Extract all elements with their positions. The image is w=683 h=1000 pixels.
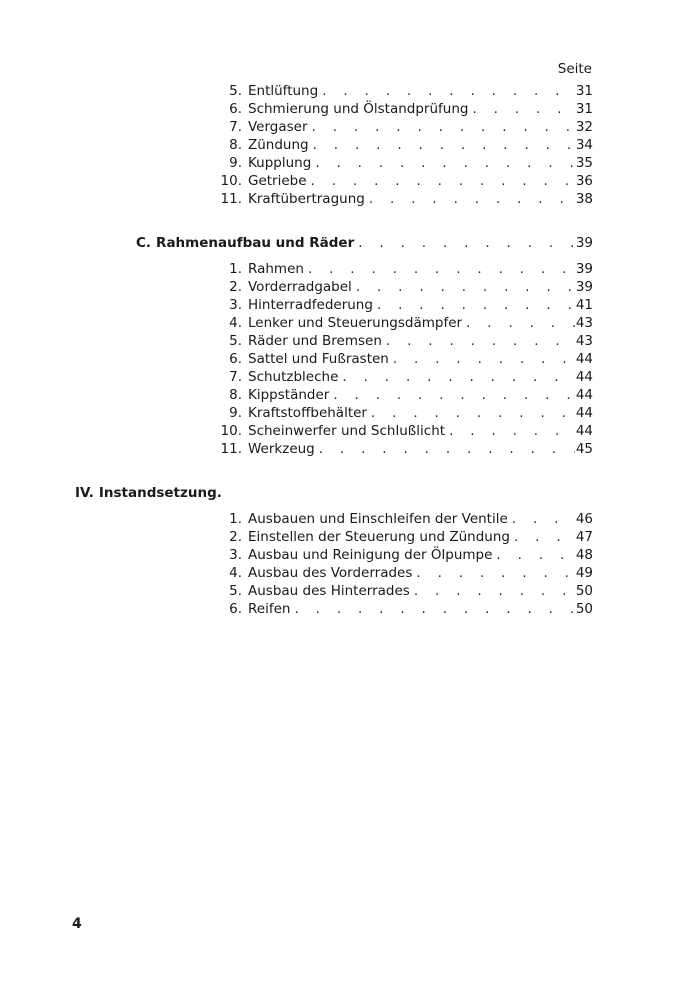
dot-leader <box>309 136 575 154</box>
entry-title: Einstellen der Steuerung und Zündung <box>248 529 510 545</box>
toc-entry[interactable] <box>214 82 593 100</box>
toc-entry[interactable] <box>214 564 593 582</box>
entry-title: Kippständer <box>248 387 330 403</box>
dot-leader <box>307 172 575 190</box>
section-page: 39 <box>575 235 593 251</box>
entry-page: 34 <box>575 137 593 153</box>
dot-leader <box>338 368 575 386</box>
entry-title: Zündung <box>248 137 309 153</box>
dot-leader <box>410 582 575 600</box>
entry-page: 38 <box>575 191 593 207</box>
toc-entry[interactable] <box>214 118 593 136</box>
entry-title: Schmierung und Ölstandprüfung <box>248 101 469 117</box>
dot-leader <box>508 510 575 528</box>
page-number: 4 <box>72 916 82 932</box>
entry-title: Kraftübertragung <box>248 191 365 207</box>
entry-number: 7. <box>229 369 242 385</box>
entry-number: 5. <box>229 333 242 349</box>
toc-section-heading[interactable] <box>136 234 593 252</box>
entry-page: 50 <box>575 583 593 599</box>
entry-number: 6. <box>229 601 242 617</box>
toc-entry[interactable] <box>214 510 593 528</box>
toc-entry[interactable] <box>214 600 593 618</box>
entry-title: Kupplung <box>248 155 312 171</box>
toc-entry[interactable] <box>214 314 593 332</box>
entry-number: 8. <box>229 387 242 403</box>
entry-page: 35 <box>575 155 593 171</box>
entry-number: 6. <box>229 101 242 117</box>
dot-leader <box>315 440 575 458</box>
toc-entry[interactable] <box>214 172 593 190</box>
entry-number: 2. <box>229 529 242 545</box>
entry-number: 1. <box>229 511 242 527</box>
entry-page: 32 <box>575 119 593 135</box>
entry-page: 45 <box>575 441 593 457</box>
toc-entry[interactable] <box>214 404 593 422</box>
entry-title: Ausbau des Vorderrades <box>248 565 413 581</box>
entry-number: 11. <box>220 191 242 207</box>
part-number: IV. <box>75 485 94 501</box>
entry-page: 39 <box>575 279 593 295</box>
toc-entry[interactable] <box>214 260 593 278</box>
toc-entry[interactable] <box>214 546 593 564</box>
dot-leader <box>354 234 575 252</box>
entry-title: Rahmen <box>248 261 304 277</box>
dot-leader <box>365 190 575 208</box>
entry-page: 44 <box>575 351 593 367</box>
section-title: Rahmenaufbau und Räder <box>156 235 355 251</box>
toc-entry[interactable] <box>214 100 593 118</box>
dot-leader <box>510 528 575 546</box>
toc-entry[interactable] <box>214 422 593 440</box>
entry-page: 48 <box>575 547 593 563</box>
entry-page: 47 <box>575 529 593 545</box>
entry-number: 1. <box>229 261 242 277</box>
entry-title: Kraftstoffbehälter <box>248 405 367 421</box>
dot-leader <box>304 260 575 278</box>
dot-leader <box>308 118 575 136</box>
entry-page: 39 <box>575 261 593 277</box>
entry-page: 41 <box>575 297 593 313</box>
dot-leader <box>389 350 575 368</box>
part-title: Instandsetzung. <box>98 485 222 501</box>
dot-leader <box>290 600 575 618</box>
dot-leader <box>367 404 575 422</box>
toc-entry[interactable] <box>214 296 593 314</box>
entry-page: 50 <box>575 601 593 617</box>
entry-number: 11. <box>220 441 242 457</box>
toc-entry[interactable] <box>214 582 593 600</box>
dot-leader <box>492 546 575 564</box>
entry-page: 44 <box>575 423 593 439</box>
toc-entry[interactable] <box>214 528 593 546</box>
entry-page: 36 <box>575 173 593 189</box>
entry-number: 4. <box>229 315 242 331</box>
dot-leader <box>382 332 575 350</box>
toc-entry[interactable] <box>214 136 593 154</box>
entry-title: Vorderradgabel <box>248 279 352 295</box>
entry-number: 3. <box>229 547 242 563</box>
section-letter: C. <box>136 235 152 251</box>
dot-leader <box>352 278 575 296</box>
entry-number: 10. <box>220 423 242 439</box>
dot-leader <box>373 296 575 314</box>
entry-number: 5. <box>229 583 242 599</box>
dot-leader <box>318 82 575 100</box>
entry-number: 3. <box>229 297 242 313</box>
dot-leader <box>462 314 575 332</box>
entry-title: Getriebe <box>248 173 307 189</box>
toc-entry[interactable] <box>214 386 593 404</box>
entry-title: Ausbau des Hinterrades <box>248 583 410 599</box>
entry-page: 44 <box>575 387 593 403</box>
toc-entry[interactable] <box>214 332 593 350</box>
entry-page: 43 <box>575 315 593 331</box>
toc-entry[interactable] <box>214 278 593 296</box>
entry-title: Hinterradfederung <box>248 297 373 313</box>
entry-number: 9. <box>229 155 242 171</box>
entry-title: Vergaser <box>248 119 308 135</box>
toc-entry[interactable] <box>214 368 593 386</box>
entry-number: 8. <box>229 137 242 153</box>
toc-entry[interactable] <box>214 440 593 458</box>
entry-page: 49 <box>575 565 593 581</box>
dot-leader <box>311 154 575 172</box>
entry-number: 6. <box>229 351 242 367</box>
dot-leader <box>468 100 575 118</box>
entry-title: Schutzbleche <box>248 369 339 385</box>
entry-page: 44 <box>575 405 593 421</box>
entry-number: 4. <box>229 565 242 581</box>
dot-leader <box>412 564 575 582</box>
entry-title: Ausbauen und Einschleifen der Ventile <box>248 511 508 527</box>
entry-title: Reifen <box>248 601 291 617</box>
entry-title: Sattel und Fußrasten <box>248 351 389 367</box>
dot-leader <box>445 422 575 440</box>
entry-number: 9. <box>229 405 242 421</box>
entry-page: 31 <box>575 83 593 99</box>
entry-title: Werkzeug <box>248 441 315 457</box>
part-heading[interactable] <box>75 485 222 501</box>
entry-page: 43 <box>575 333 593 349</box>
entry-title: Entlüftung <box>248 83 319 99</box>
toc-entry[interactable] <box>214 350 593 368</box>
entry-number: 10. <box>220 173 242 189</box>
entry-page: 46 <box>575 511 593 527</box>
entry-page: 31 <box>575 101 593 117</box>
dot-leader <box>329 386 575 404</box>
entry-title: Ausbau und Reinigung der Ölpumpe <box>248 547 493 563</box>
entry-title: Räder und Bremsen <box>248 333 382 349</box>
entry-page: 44 <box>575 369 593 385</box>
toc-entry[interactable] <box>214 190 593 208</box>
entry-title: Scheinwerfer und Schlußlicht <box>248 423 446 439</box>
entry-number: 2. <box>229 279 242 295</box>
entry-title: Lenker und Steuerungsdämpfer <box>248 315 463 331</box>
page-column-heading: Seite <box>557 61 592 77</box>
entry-number: 7. <box>229 119 242 135</box>
toc-entry[interactable] <box>214 154 593 172</box>
entry-number: 5. <box>229 83 242 99</box>
